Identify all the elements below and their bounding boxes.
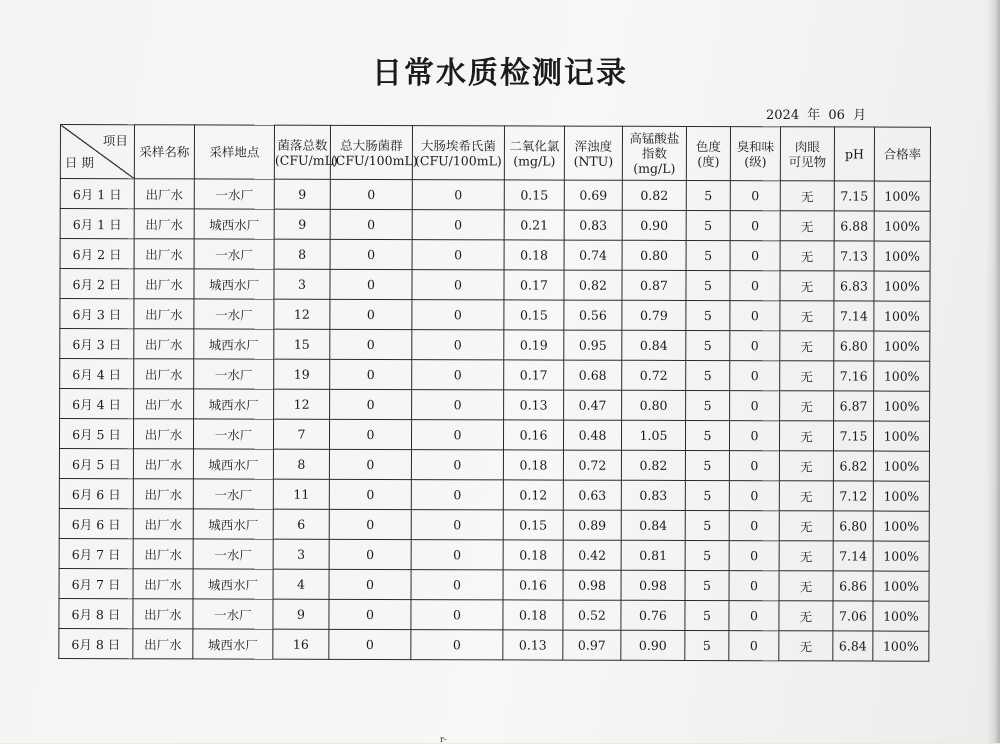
table-cell: 0 — [330, 239, 412, 269]
table-cell: 3 — [274, 269, 330, 299]
table-cell: 0.83 — [564, 210, 622, 240]
column-header-line: 可见物 — [788, 153, 827, 169]
table-row — [59, 598, 929, 631]
table-cell: 无 — [780, 331, 834, 361]
table-cell: 0.81 — [621, 540, 685, 570]
table-cell: 5 — [685, 480, 729, 510]
table-cell: 0.84 — [622, 330, 686, 360]
table-row — [60, 239, 930, 272]
table-cell: 0.98 — [563, 570, 621, 600]
table-cell: 6月 6 日 — [59, 478, 133, 508]
table-cell: 5 — [685, 600, 729, 630]
table-cell: 11 — [273, 479, 329, 509]
column-header-line: 高锰酸盐 — [629, 130, 680, 146]
table-cell: 0.13 — [504, 390, 564, 420]
table-cell: 无 — [780, 241, 834, 271]
table-cell: 100% — [874, 331, 930, 361]
table-cell: 0.18 — [503, 600, 563, 630]
table-cell: 0 — [412, 300, 504, 330]
table-row — [60, 359, 930, 392]
table-cell: 5 — [686, 390, 730, 420]
table-cell: 0.17 — [504, 270, 564, 300]
table-cell: 城西水厂 — [194, 209, 274, 239]
table-cell: 无 — [779, 631, 833, 661]
table-cell: 6.86 — [833, 571, 873, 601]
column-header — [834, 127, 874, 181]
table-cell: 0 — [412, 240, 504, 270]
table-cell: 100% — [874, 211, 930, 241]
table-cell: 0.68 — [564, 360, 622, 390]
table-cell: 0 — [330, 329, 412, 359]
table-cell: 出厂水 — [134, 359, 194, 389]
table-cell: 0.17 — [504, 360, 564, 390]
table-cell: 无 — [780, 391, 834, 421]
column-header — [622, 126, 686, 180]
table-row — [60, 179, 930, 212]
table-cell: 0 — [411, 540, 503, 570]
table-cell: 0.95 — [564, 330, 622, 360]
table-cell: 100% — [873, 421, 929, 451]
table-cell: 0 — [730, 181, 780, 211]
table-cell: 5 — [686, 240, 730, 270]
column-header — [874, 127, 930, 181]
table-cell: 0 — [329, 539, 411, 569]
table-cell: 无 — [779, 601, 833, 631]
table-cell: 无 — [779, 421, 833, 451]
table-cell: 5 — [686, 210, 730, 240]
table-cell: 6月 5 日 — [59, 448, 133, 478]
table-cell: 100% — [873, 451, 929, 481]
table-cell: 7.16 — [834, 361, 874, 391]
table-cell: 5 — [686, 270, 730, 300]
table-cell: 0.82 — [621, 450, 685, 480]
column-header — [564, 126, 622, 180]
table-cell: 0 — [411, 420, 503, 450]
table-cell: 出厂水 — [134, 329, 194, 359]
table-cell: 一水厂 — [194, 299, 274, 329]
table-cell: 0.19 — [504, 330, 564, 360]
table-cell: 0 — [730, 301, 780, 331]
table-row — [59, 448, 929, 481]
table-cell: 0 — [330, 179, 412, 209]
column-header — [134, 125, 194, 179]
table-cell: 0 — [411, 570, 503, 600]
table-row — [59, 568, 929, 601]
column-header-line: (CFU/100mL) — [330, 152, 418, 168]
table-cell: 0.18 — [504, 240, 564, 270]
table-cell: 0.15 — [504, 300, 564, 330]
table-cell: 0.89 — [563, 510, 621, 540]
table-cell: 0.21 — [504, 210, 564, 240]
table-row — [59, 508, 929, 541]
table-row — [60, 389, 930, 422]
table-cell: 0.97 — [563, 630, 621, 660]
column-header — [730, 127, 780, 181]
table-cell: 0.82 — [622, 180, 686, 210]
table-cell: 0 — [329, 509, 411, 539]
table-cell: 0 — [412, 330, 504, 360]
table-cell: 无 — [779, 541, 833, 571]
table-cell: 6月 5 日 — [59, 419, 133, 449]
table-cell: 16 — [273, 629, 329, 659]
table-cell: 100% — [874, 361, 930, 391]
table-cell: 5 — [686, 360, 730, 390]
table-cell: 0 — [330, 359, 412, 389]
table-cell: 0.18 — [503, 540, 563, 570]
table-cell: 0.13 — [503, 630, 563, 660]
table-cell: 7.13 — [834, 241, 874, 271]
column-header-line: 采样名称 — [139, 144, 190, 160]
table-cell: 100% — [874, 271, 930, 301]
table-cell: 5 — [685, 630, 729, 660]
table-cell: 6月 2 日 — [60, 269, 134, 299]
page-edge-shadow — [986, 0, 1000, 743]
table-cell: 0.76 — [621, 600, 685, 630]
table-cell: 5 — [685, 510, 729, 540]
corner-item-label: 项目 — [102, 133, 128, 149]
table-cell: 0 — [329, 599, 411, 629]
table-cell: 0.69 — [564, 180, 622, 210]
column-header-line: 臭和味 — [736, 138, 775, 154]
table-cell: 5 — [686, 180, 730, 210]
table-cell: 6月 4 日 — [60, 389, 134, 419]
table-cell: 6.84 — [833, 631, 873, 661]
table-cell: 9 — [274, 209, 330, 239]
table-cell: 一水厂 — [194, 239, 274, 269]
table-cell: 城西水厂 — [193, 629, 273, 659]
table-cell: 出厂水 — [134, 389, 194, 419]
table-cell: 一水厂 — [193, 599, 273, 629]
column-header-line: 合格率 — [883, 146, 922, 162]
table-cell: 0.16 — [503, 420, 563, 450]
table-cell: 0 — [729, 481, 779, 511]
table-row — [60, 299, 930, 332]
table-cell: 0 — [411, 600, 503, 630]
table-cell: 无 — [779, 571, 833, 601]
table-cell: 6月 7 日 — [59, 538, 133, 568]
table-cell: 100% — [873, 601, 929, 631]
table-cell: 5 — [686, 330, 730, 360]
table-cell: 8 — [273, 449, 329, 479]
table-body — [59, 179, 931, 662]
table-cell: 0.48 — [563, 420, 621, 450]
table-cell: 100% — [873, 571, 929, 601]
table-cell: 0.52 — [563, 600, 621, 630]
column-header-line: (CFU/100mL) — [414, 152, 502, 168]
column-header-line: 大肠埃希氏菌 — [420, 137, 496, 153]
table-cell: 出厂水 — [133, 509, 193, 539]
table-cell: 0.12 — [503, 480, 563, 510]
table-cell: 6.80 — [834, 331, 874, 361]
table-cell: 0 — [411, 480, 503, 510]
footer-mark: r- — [440, 735, 447, 744]
table-cell: 7.15 — [833, 421, 873, 451]
table-cell: 0.47 — [564, 390, 622, 420]
column-header-line: (级) — [744, 153, 767, 169]
corner-date-label: 日 期 — [64, 155, 94, 171]
table-cell: 城西水厂 — [193, 449, 273, 479]
table-cell: 6月 1 日 — [60, 179, 134, 209]
table-cell: 12 — [274, 389, 330, 419]
table-cell: 出厂水 — [133, 539, 193, 569]
table-cell: 0.98 — [621, 570, 685, 600]
table-cell: 19 — [274, 359, 330, 389]
table-cell: 0 — [411, 450, 503, 480]
table-cell: 6月 7 日 — [59, 568, 133, 598]
table-cell: 0.83 — [621, 480, 685, 510]
table-cell: 6月 6 日 — [59, 508, 133, 538]
column-header — [330, 125, 418, 179]
table-cell: 0.74 — [564, 240, 622, 270]
table-cell: 0 — [329, 479, 411, 509]
table-cell: 12 — [274, 299, 330, 329]
table-cell: 9 — [273, 599, 329, 629]
table-cell: 6 — [273, 509, 329, 539]
table-cell: 无 — [780, 271, 834, 301]
table-cell: 7 — [273, 419, 329, 449]
table-cell: 0.90 — [622, 210, 686, 240]
table-cell: 100% — [874, 301, 930, 331]
column-header-line: 色度 — [695, 138, 721, 154]
table-cell: 0 — [729, 631, 779, 661]
table-cell: 6.83 — [834, 271, 874, 301]
table-cell: 0.72 — [622, 360, 686, 390]
table-cell: 城西水厂 — [194, 389, 274, 419]
table-row — [60, 269, 930, 302]
table-cell: 0.63 — [563, 480, 621, 510]
table-cell: 0.80 — [622, 390, 686, 420]
table-cell: 0 — [729, 451, 779, 481]
table-cell: 0 — [412, 360, 504, 390]
column-header — [194, 125, 274, 179]
column-header-line: (CFU/mL) — [274, 152, 338, 168]
table-cell: 100% — [873, 631, 929, 661]
table-row — [60, 329, 930, 362]
table-cell: 0 — [730, 241, 780, 271]
table-cell: 无 — [779, 481, 833, 511]
table-cell: 0 — [729, 601, 779, 631]
table-cell: 出厂水 — [134, 269, 194, 299]
table-cell: 0.84 — [621, 510, 685, 540]
column-header-line: (NTU) — [573, 153, 614, 169]
table-cell: 0 — [330, 269, 412, 299]
table-header-row — [60, 125, 930, 182]
table-cell: 0 — [730, 211, 780, 241]
table-cell: 0 — [411, 630, 503, 660]
table-cell: 100% — [873, 481, 929, 511]
table-cell: 100% — [874, 241, 930, 271]
table-cell: 0 — [412, 390, 504, 420]
table-cell: 一水厂 — [194, 179, 274, 209]
table-cell: 0 — [412, 210, 504, 240]
column-header-line: (mg/L) — [513, 152, 556, 169]
table-cell: 一水厂 — [193, 419, 273, 449]
table-cell: 城西水厂 — [193, 569, 273, 599]
table-cell: 5 — [685, 570, 729, 600]
table-cell: 出厂水 — [133, 599, 193, 629]
table-row — [59, 478, 929, 511]
column-header-line: (mg/L) — [633, 160, 676, 176]
table-cell: 出厂水 — [134, 239, 194, 269]
table-cell: 1.05 — [621, 420, 685, 450]
table-cell: 0 — [329, 449, 411, 479]
table-cell: 0.90 — [621, 630, 685, 660]
table-cell: 100% — [873, 511, 929, 541]
table-cell: 0.82 — [564, 270, 622, 300]
table-cell: 0 — [729, 421, 779, 451]
table-cell: 0 — [330, 389, 412, 419]
table-cell: 6.87 — [834, 391, 874, 421]
table-cell: 0.79 — [622, 300, 686, 330]
table-cell: 出厂水 — [133, 479, 193, 509]
table-cell: 100% — [874, 391, 930, 421]
table-cell: 0 — [411, 510, 503, 540]
table-cell: 6月 3 日 — [60, 329, 134, 359]
table-cell: 无 — [779, 451, 833, 481]
table-cell: 0 — [729, 511, 779, 541]
record-year-unit: 年 — [807, 108, 821, 123]
water-quality-table — [58, 124, 931, 662]
table-cell: 出厂水 — [133, 629, 193, 659]
column-header — [274, 125, 338, 179]
table-cell: 0 — [412, 270, 504, 300]
table-cell: 5 — [685, 420, 729, 450]
table-cell: 0.56 — [564, 300, 622, 330]
column-header-line: 总大肠菌群 — [340, 137, 403, 153]
table-cell: 6.80 — [833, 511, 873, 541]
table-cell: 出厂水 — [133, 569, 193, 599]
table-row — [60, 209, 930, 242]
page-title: 日常水质检测记录 — [372, 56, 628, 91]
table-cell: 一水厂 — [193, 539, 273, 569]
record-date — [766, 104, 870, 123]
column-header — [412, 126, 504, 180]
table-cell: 6.88 — [834, 211, 874, 241]
table-cell: 0 — [330, 299, 412, 329]
table-cell: 城西水厂 — [194, 269, 274, 299]
table-cell: 一水厂 — [194, 359, 274, 389]
table-cell: 6月 8 日 — [59, 598, 133, 628]
table-cell: 城西水厂 — [193, 509, 273, 539]
table-cell: 出厂水 — [134, 209, 194, 239]
table-cell: 7.14 — [834, 301, 874, 331]
table-cell: 3 — [273, 539, 329, 569]
table-row — [59, 419, 929, 452]
table-cell: 无 — [779, 511, 833, 541]
table-cell: 0.18 — [503, 450, 563, 480]
table-cell: 出厂水 — [133, 449, 193, 479]
table-cell: 0.15 — [504, 180, 564, 210]
table-cell: 0 — [329, 629, 411, 659]
column-header-line: 菌落总数 — [277, 137, 328, 153]
column-header-line: pH — [844, 146, 864, 162]
table-cell: 5 — [686, 300, 730, 330]
table-cell: 0.16 — [503, 570, 563, 600]
column-header — [780, 127, 834, 181]
column-header — [686, 126, 730, 180]
table-cell: 0 — [412, 180, 504, 210]
table-cell: 8 — [274, 239, 330, 269]
table-cell: 0 — [330, 209, 412, 239]
table-row — [59, 538, 929, 571]
table-cell: 6月 1 日 — [60, 209, 134, 239]
table-cell: 100% — [874, 181, 930, 211]
table-cell: 0 — [329, 569, 411, 599]
table-cell: 出厂水 — [134, 179, 194, 209]
table-cell: 5 — [685, 540, 729, 570]
record-year: 2024 — [766, 108, 800, 123]
table-cell: 6.82 — [833, 451, 873, 481]
table-cell: 0 — [329, 419, 411, 449]
table-cell: 0 — [730, 361, 780, 391]
record-month: 06 — [828, 108, 845, 123]
table-cell: 无 — [780, 301, 834, 331]
table-cell: 0 — [730, 391, 780, 421]
table-cell: 0.15 — [503, 510, 563, 540]
table-cell: 7.12 — [833, 481, 873, 511]
table-row — [59, 628, 929, 661]
table-cell: 一水厂 — [193, 479, 273, 509]
table-cell: 100% — [873, 541, 929, 571]
table-cell: 5 — [685, 450, 729, 480]
column-header-line: (度) — [697, 153, 720, 169]
table-cell: 0.72 — [563, 450, 621, 480]
table-cell: 9 — [274, 179, 330, 209]
table-cell: 0 — [730, 271, 780, 301]
table-cell: 15 — [274, 329, 330, 359]
table-cell: 6月 3 日 — [60, 299, 134, 329]
table-cell: 无 — [780, 181, 834, 211]
table-cell: 出厂水 — [133, 419, 193, 449]
table-cell: 0 — [730, 331, 780, 361]
table-cell: 0 — [729, 571, 779, 601]
column-header-line: 肉眼 — [794, 138, 820, 154]
table-cell: 0 — [729, 541, 779, 571]
table-cell: 4 — [273, 569, 329, 599]
column-header-line: 二氧化氯 — [509, 137, 560, 154]
table-cell: 6月 8 日 — [59, 628, 133, 658]
table-cell: 6月 4 日 — [60, 359, 134, 389]
column-header — [504, 126, 564, 180]
record-month-unit: 月 — [853, 108, 867, 123]
table-cell: 无 — [780, 361, 834, 391]
corner-header-cell — [60, 125, 134, 179]
table-cell: 0.87 — [622, 270, 686, 300]
column-header-line: 采样地点 — [209, 144, 260, 160]
column-header-line: 指数 — [641, 145, 667, 161]
table-cell: 0.42 — [563, 540, 621, 570]
table-cell: 无 — [780, 211, 834, 241]
table-cell: 7.15 — [834, 181, 874, 211]
column-header-line: 浑浊度 — [574, 138, 613, 154]
table-cell: 6月 2 日 — [60, 239, 134, 269]
table-cell: 7.14 — [833, 541, 873, 571]
table-cell: 出厂水 — [134, 299, 194, 329]
table-cell: 7.06 — [833, 601, 873, 631]
table-cell: 城西水厂 — [194, 329, 274, 359]
table-cell: 0.80 — [622, 240, 686, 270]
